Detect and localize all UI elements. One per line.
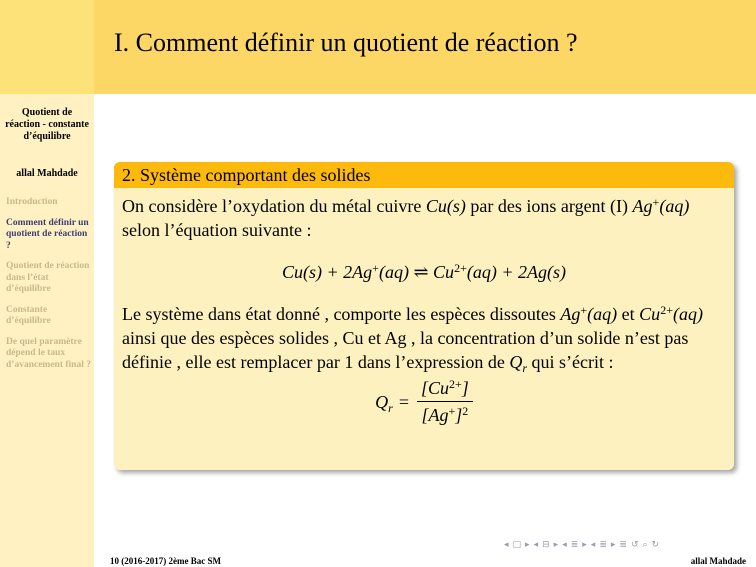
math-cu-s: Cu(s) (425, 196, 466, 216)
frame-icon[interactable]: □ (512, 540, 522, 550)
back-icon[interactable]: ↺ (630, 540, 639, 550)
presentation-title: Quotient de réaction - constante d’équilibre (5, 107, 89, 142)
q-symbol: Q (509, 352, 523, 372)
ag-symbol: Ag (632, 196, 653, 216)
den-open: [Ag (421, 405, 449, 425)
quotient-equation (122, 376, 726, 427)
math-qr (509, 352, 528, 375)
num-close: ] (461, 378, 469, 398)
eq-aq: (aq) (378, 262, 409, 282)
content-block (114, 162, 734, 470)
explanation-text-4: qui s’écrit : (531, 352, 614, 372)
nav-right-icon[interactable]: ▸ (610, 540, 616, 550)
nav-item-quotient-equilibre[interactable]: Quotient de réaction dans l’état d’équilibre (6, 261, 90, 294)
intro-text-3: selon l’équation suivante : (122, 220, 312, 240)
aq-label-2: (aq) (587, 304, 618, 324)
den-power: 2 (462, 404, 469, 418)
math-cu-2plus-aq (639, 304, 703, 324)
explanation-text-1: Le système dans état donné , comporte les espèces dissoutes (122, 304, 556, 324)
nav-right-icon[interactable]: ▸ (582, 540, 587, 550)
q-subscript: r (522, 361, 528, 375)
intro-text-1: On considère l’oxydation du métal cuivre (122, 196, 422, 216)
frame-title: I. Comment définir un quotient de réaction ? (114, 28, 578, 57)
toc-icon[interactable]: ≣ (619, 540, 627, 550)
intro-paragraph (122, 194, 726, 242)
nav-left-icon[interactable]: ◂ (504, 540, 509, 550)
nav-item-constante-equilibre[interactable]: Constante d’équilibre (6, 304, 51, 326)
frame-header (94, 0, 756, 94)
aq-label-3: (aq) (672, 304, 703, 324)
section-icon[interactable]: ≣ (570, 540, 579, 550)
document-icon[interactable]: ≣ (599, 540, 607, 550)
cu-symbol: Cu (639, 304, 661, 324)
nav-left-icon[interactable]: ◂ (533, 540, 539, 550)
qr-lhs (375, 390, 393, 414)
equilibrium-arrow: ⇌ (413, 262, 429, 282)
explanation-text-3: ainsi que des espèces solides , Cu et Ag , la concentration d’un solide n’est pas définie , elle est remplacer par 1 dans l’expression de (122, 328, 689, 372)
eq-cu: Cu (433, 262, 455, 282)
forward-icon[interactable]: ↻ (651, 540, 660, 550)
section-nav (6, 197, 92, 380)
intro-text-2: par des ions argent (I) (470, 196, 629, 216)
beamer-navigation-controls (504, 540, 659, 552)
nav-right-icon[interactable]: ▸ (525, 540, 530, 550)
explanation-paragraph (122, 302, 726, 374)
block-body (114, 188, 734, 427)
explanation-text-2: et (621, 304, 635, 324)
eq-left: Cu(s) + 2Ag (282, 262, 373, 282)
eq-ag-charge: + (372, 261, 379, 275)
fraction-denominator (418, 402, 473, 427)
sidebar (0, 0, 94, 567)
fraction (417, 376, 473, 427)
plus-charge: + (652, 195, 660, 209)
num-open: [Cu (421, 378, 450, 398)
nav-item-taux-avancement[interactable]: De quel paramètre dépend le taux d’avancement final ? (6, 336, 91, 370)
nav-item-definir-quotient[interactable]: Comment définir un quotient de réaction ? (6, 217, 89, 251)
qr-symbol: Q (375, 391, 389, 412)
nav-item-introduction[interactable]: Introduction (6, 197, 58, 207)
nav-left-icon[interactable]: ◂ (562, 540, 567, 550)
qr-subscript: r (388, 400, 393, 415)
sidebar-corner (0, 0, 94, 94)
den-charge: + (448, 404, 456, 418)
plus-charge-2: + (580, 303, 588, 317)
ag-symbol-2: Ag (560, 304, 581, 324)
fraction-numerator (417, 376, 473, 402)
block-title: 2. Système comportant des solides (114, 162, 734, 188)
subsection-icon[interactable]: ⊟ (542, 540, 550, 550)
aq-label: (aq) (659, 196, 690, 216)
cu-charge: 2+ (660, 303, 673, 317)
reaction-equation (122, 260, 726, 284)
footer-author: allal Mahdade (690, 556, 746, 566)
search-icon[interactable]: ⌕ (642, 540, 648, 550)
math-ag-plus-aq (633, 196, 690, 216)
eq-cu-charge: 2+ (454, 261, 467, 275)
nav-left-icon[interactable]: ◂ (590, 540, 596, 550)
footer-page-info: 10 (2016-2017) 2ème Bac SM (110, 556, 221, 566)
math-ag-plus-aq-2 (560, 304, 617, 324)
equals-sign: = (398, 391, 409, 412)
num-charge: 2+ (449, 377, 462, 391)
nav-right-icon[interactable]: ▸ (553, 540, 559, 550)
den-close: ] (455, 405, 463, 425)
eq-right: (aq) + 2Ag(s) (466, 262, 566, 282)
presentation-author: allal Mahdade (16, 168, 78, 179)
